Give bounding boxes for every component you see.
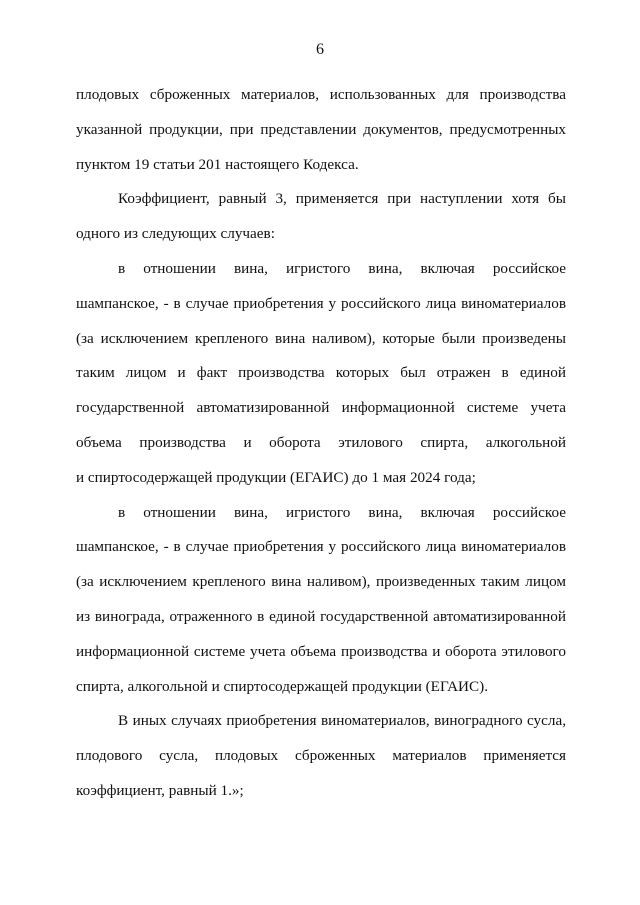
text-line: одного из следующих случаев:: [76, 225, 275, 243]
paragraph-other-cases: [76, 704, 566, 808]
text-line: шампанское, - в случае приобретения у российского лица виноматериалов: [76, 294, 566, 312]
text-line: В иных случаях приобретения виноматериалов, виноградного сусла,: [118, 712, 566, 730]
paragraph-coefficient-3: [76, 182, 566, 252]
text-line: из винограда, отраженного в единой государственной автоматизированной: [76, 607, 566, 625]
paragraph-case-2: [76, 496, 566, 705]
text-line: объема производства и оборота этилового спирта, алкогольной: [76, 433, 566, 451]
text-line: плодовых сброженных материалов, использованных для производства: [76, 86, 566, 103]
text-line: в отношении вина, игристого вина, включая российское: [118, 503, 566, 521]
text-line: пунктом 19 статьи 201 настоящего Кодекса.: [76, 155, 359, 173]
text-line: в отношении вина, игристого вина, включая российское: [118, 259, 566, 277]
text-line: информационной системе учета объема производства и оборота этилового: [76, 642, 566, 660]
text-line: (за исключением крепленого вина наливом), произведенных таким лицом: [76, 573, 566, 591]
paragraph-case-1: [76, 252, 566, 496]
paragraph-continuation: [76, 78, 566, 182]
text-line: шампанское, - в случае приобретения у российского лица виноматериалов: [76, 538, 566, 556]
text-line: и спиртосодержащей продукции (ЕГАИС) до 1 мая 2024 года;: [76, 468, 476, 486]
text-line: спирта, алкогольной и спиртосодержащей продукции (ЕГАИС).: [76, 677, 489, 695]
text-line: (за исключением крепленого вина наливом), которые были произведены: [76, 329, 566, 347]
text-line: коэффициент, равный 1.»;: [76, 781, 244, 799]
text-line: таким лицом и факт производства которых был отражен в единой: [76, 364, 566, 382]
text-line: государственной автоматизированной информационной системе учета: [76, 399, 566, 417]
text-line: указанной продукции, при представлении документов, предусмотренных: [76, 120, 566, 138]
document-body: [76, 78, 566, 809]
text-line: Коэффициент, равный 3, применяется при наступлении хотя бы: [118, 190, 566, 208]
page-number: 6: [316, 41, 324, 58]
text-line: плодового сусла, плодовых сброженных материалов применяется: [76, 747, 566, 765]
